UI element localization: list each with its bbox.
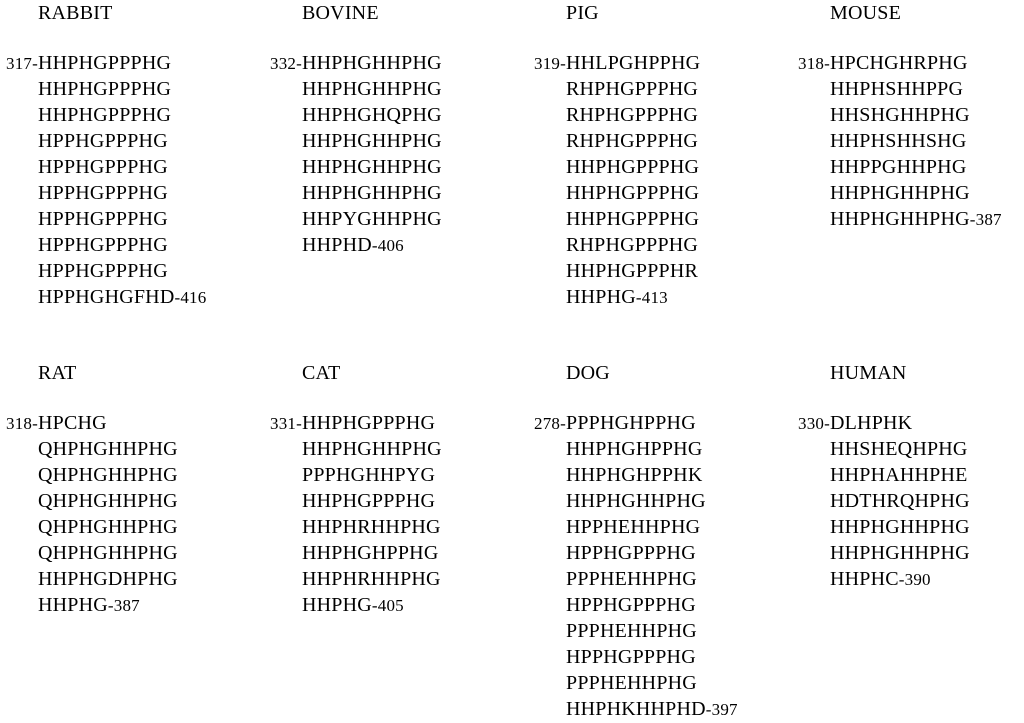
sequence-line — [528, 284, 760, 310]
sequence-residues: HHPHG — [302, 594, 372, 616]
start-position: 330- — [798, 414, 830, 433]
start-position: 331- — [270, 414, 302, 433]
sequence-residues: HHPHGPPPHG — [38, 104, 172, 126]
sequence-residues: RHPHGPPPHG — [566, 130, 699, 152]
sequence-block — [528, 50, 760, 310]
sequence-residues: HHPHGHHPHG — [830, 542, 970, 564]
sequence-residues: HPPHGPPPHG — [38, 234, 168, 256]
sequence-line — [528, 566, 760, 592]
sequence-line — [792, 50, 1024, 76]
sequence-line — [528, 670, 760, 696]
sequence-residues: HPPHGPPPHG — [38, 182, 168, 204]
sequence-residues: HPPHGPPPHG — [566, 594, 696, 616]
sequence-line — [264, 180, 496, 206]
sequence-residues: HHPHRHHPHG — [302, 568, 441, 590]
sequence-line — [528, 102, 760, 128]
sequence-block — [792, 410, 1024, 592]
sequence-line — [528, 206, 760, 232]
sequence-residues: HHPHGDHPHG — [38, 568, 178, 590]
species-name: DOG — [566, 362, 610, 384]
sequence-line — [528, 488, 760, 514]
sequence-residues: HHPHGHHPHG — [302, 438, 442, 460]
sequence-line — [264, 76, 496, 102]
sequence-line — [792, 128, 1024, 154]
end-position: -390 — [898, 570, 931, 589]
sequence-line — [528, 154, 760, 180]
sequence-line — [792, 514, 1024, 540]
sequence-line — [264, 566, 496, 592]
sequence-line — [0, 154, 232, 180]
end-position: -416 — [174, 288, 207, 307]
species-name: BOVINE — [302, 2, 379, 24]
sequence-residues: QHPHGHHPHG — [38, 542, 178, 564]
sequence-residues: HHPHG — [566, 286, 636, 308]
sequence-block — [0, 50, 232, 310]
species-panel-rat — [0, 360, 232, 618]
sequence-residues: HHPHGHHPHG — [566, 490, 706, 512]
sequence-line — [792, 436, 1024, 462]
sequence-residues: HHPHGPPPHG — [566, 156, 700, 178]
sequence-residues: HHPHAHHPHE — [830, 464, 968, 486]
sequence-line — [792, 180, 1024, 206]
sequence-residues: PPPHEHHPHG — [566, 620, 697, 642]
sequence-line — [0, 514, 232, 540]
sequence-line — [792, 76, 1024, 102]
species-name: RAT — [38, 362, 77, 384]
species-name: HUMAN — [830, 362, 907, 384]
sequence-residues: HHPPGHHPHG — [830, 156, 967, 178]
end-position: -397 — [705, 700, 738, 719]
species-panel-human — [792, 360, 1024, 592]
sequence-residues: PPPHGHHPYG — [302, 464, 436, 486]
sequence-line — [264, 50, 496, 76]
sequence-line — [0, 258, 232, 284]
sequence-residues: RHPHGPPPHG — [566, 78, 699, 100]
sequence-residues: HHSHEQHPHG — [830, 438, 968, 460]
sequence-residues: HPPHGPPPHG — [38, 260, 168, 282]
sequence-line — [0, 566, 232, 592]
sequence-line — [0, 232, 232, 258]
sequence-line — [0, 410, 232, 436]
sequence-residues: HHPHSHHSHG — [830, 130, 967, 152]
species-panel-dog — [528, 360, 760, 722]
sequence-residues: HHPHGPPPHG — [38, 52, 172, 74]
sequence-line — [0, 284, 232, 310]
sequence-residues: HHPHGPPPHG — [302, 412, 436, 434]
sequence-line — [528, 128, 760, 154]
sequence-block — [792, 50, 1024, 232]
sequence-line — [528, 50, 760, 76]
sequence-line — [792, 154, 1024, 180]
sequence-residues: HPPHGPPPHG — [38, 156, 168, 178]
end-position: -405 — [371, 596, 404, 615]
sequence-residues: HHPHGHHPHG — [302, 78, 442, 100]
sequence-residues: HPPHEHHPHG — [566, 516, 701, 538]
sequence-residues: HHPHG — [38, 594, 108, 616]
species-panel-pig — [528, 0, 760, 310]
sequence-residues: HHPHSHHPPG — [830, 78, 964, 100]
end-position: -387 — [969, 210, 1002, 229]
sequence-line — [0, 76, 232, 102]
start-position: 332- — [270, 54, 302, 73]
sequence-line — [792, 566, 1024, 592]
sequence-line — [0, 488, 232, 514]
sequence-residues: HHPHGPPPHG — [566, 208, 700, 230]
start-position: 318- — [6, 414, 38, 433]
sequence-residues: RHPHGPPPHG — [566, 234, 699, 256]
sequence-residues: HHPHGHHPHG — [302, 52, 442, 74]
sequence-residues: HHLPGHPPHG — [566, 52, 701, 74]
sequence-line — [0, 540, 232, 566]
species-name: CAT — [302, 362, 341, 384]
sequence-line — [0, 436, 232, 462]
sequence-line — [528, 696, 760, 722]
sequence-line — [528, 618, 760, 644]
sequence-line — [264, 514, 496, 540]
sequence-residues: HHPYGHHPHG — [302, 208, 442, 230]
sequence-residues: HPCHG — [38, 412, 107, 434]
sequence-residues: HHPHGHQPHG — [302, 104, 442, 126]
sequence-residues: DLHPHK — [830, 412, 913, 434]
sequence-residues: HHPHGHHPHG — [302, 182, 442, 204]
sequence-line — [792, 102, 1024, 128]
sequence-residues: HHPHGPPPHG — [38, 78, 172, 100]
sequence-residues: HPPHGPPPHG — [566, 542, 696, 564]
sequence-line — [528, 644, 760, 670]
species-panel-rabbit — [0, 0, 232, 310]
sequence-line — [792, 540, 1024, 566]
sequence-line — [528, 180, 760, 206]
sequence-residues: HPCHGHRPHG — [830, 52, 968, 74]
sequence-residues: PPPHEHHPHG — [566, 568, 697, 590]
sequence-line — [0, 592, 232, 618]
sequence-residues: HHPHD — [302, 234, 372, 256]
sequence-line — [792, 462, 1024, 488]
sequence-residues: HDTHRQHPHG — [830, 490, 970, 512]
sequence-line — [792, 410, 1024, 436]
species-panel-mouse — [792, 0, 1024, 232]
sequence-residues: HHPHGHHPHG — [830, 208, 970, 230]
sequence-residues: QHPHGHHPHG — [38, 516, 178, 538]
sequence-residues: HHPHGPPPHR — [566, 260, 699, 282]
sequence-residues: HHPHGHPPHG — [302, 542, 439, 564]
start-position: 318- — [798, 54, 830, 73]
sequence-line — [264, 540, 496, 566]
sequence-residues: HHPHGHHPHG — [302, 156, 442, 178]
sequence-line — [0, 102, 232, 128]
sequence-line — [264, 154, 496, 180]
sequence-line — [528, 462, 760, 488]
sequence-line — [528, 540, 760, 566]
sequence-residues: HHPHGHHPHG — [830, 182, 970, 204]
sequence-residues: HHPHGPPPHG — [566, 182, 700, 204]
sequence-residues: HHPHRHHPHG — [302, 516, 441, 538]
sequence-residues: HPPHGPPPHG — [38, 208, 168, 230]
sequence-residues: HHSHGHHPHG — [830, 104, 970, 126]
sequence-residues: HHPHC — [830, 568, 899, 590]
species-panel-bovine — [264, 0, 496, 258]
sequence-block — [264, 50, 496, 258]
sequence-residues: HPPHGPPPHG — [38, 130, 168, 152]
sequence-line — [528, 436, 760, 462]
sequence-block — [0, 410, 232, 618]
sequence-line — [528, 76, 760, 102]
sequence-residues: QHPHGHHPHG — [38, 490, 178, 512]
sequence-residues: HPPHGPPPHG — [566, 646, 696, 668]
sequence-line — [0, 50, 232, 76]
end-position: -387 — [107, 596, 140, 615]
start-position: 319- — [534, 54, 566, 73]
sequence-residues: HPPHGHGFHD — [38, 286, 175, 308]
sequence-residues: QHPHGHHPHG — [38, 438, 178, 460]
sequence-line — [792, 206, 1024, 232]
sequence-line — [264, 462, 496, 488]
sequence-line — [264, 102, 496, 128]
sequence-line — [528, 258, 760, 284]
sequence-block — [264, 410, 496, 618]
sequence-residues: HHPHGHHPHG — [830, 516, 970, 538]
sequence-line — [0, 206, 232, 232]
sequence-line — [528, 592, 760, 618]
sequence-line — [792, 488, 1024, 514]
species-name: PIG — [566, 2, 599, 24]
sequence-residues: HHPHGHPPHG — [566, 438, 703, 460]
sequence-line — [264, 592, 496, 618]
sequence-line — [528, 410, 760, 436]
sequence-line — [264, 410, 496, 436]
sequence-line — [0, 462, 232, 488]
sequence-residues: PPPHGHPPHG — [566, 412, 696, 434]
species-name: MOUSE — [830, 2, 902, 24]
sequence-block — [528, 410, 760, 722]
sequence-line — [264, 128, 496, 154]
start-position: 317- — [6, 54, 38, 73]
sequence-residues: RHPHGPPPHG — [566, 104, 699, 126]
sequence-line — [264, 436, 496, 462]
end-position: -413 — [635, 288, 668, 307]
sequence-line — [264, 488, 496, 514]
species-panel-cat — [264, 360, 496, 618]
sequence-line — [264, 232, 496, 258]
sequence-residues: HHPHGHHPHG — [302, 130, 442, 152]
sequence-residues: HHPHGHPPHK — [566, 464, 703, 486]
sequence-residues: QHPHGHHPHG — [38, 464, 178, 486]
species-name: RABBIT — [38, 2, 113, 24]
sequence-residues: PPPHEHHPHG — [566, 672, 697, 694]
sequence-line — [0, 128, 232, 154]
sequence-residues: HHPHGPPPHG — [302, 490, 436, 512]
sequence-line — [0, 180, 232, 206]
sequence-residues: HHPHKHHPHD — [566, 698, 706, 720]
sequence-line — [528, 232, 760, 258]
sequence-line — [264, 206, 496, 232]
end-position: -406 — [371, 236, 404, 255]
start-position: 278- — [534, 414, 566, 433]
sequence-line — [528, 514, 760, 540]
